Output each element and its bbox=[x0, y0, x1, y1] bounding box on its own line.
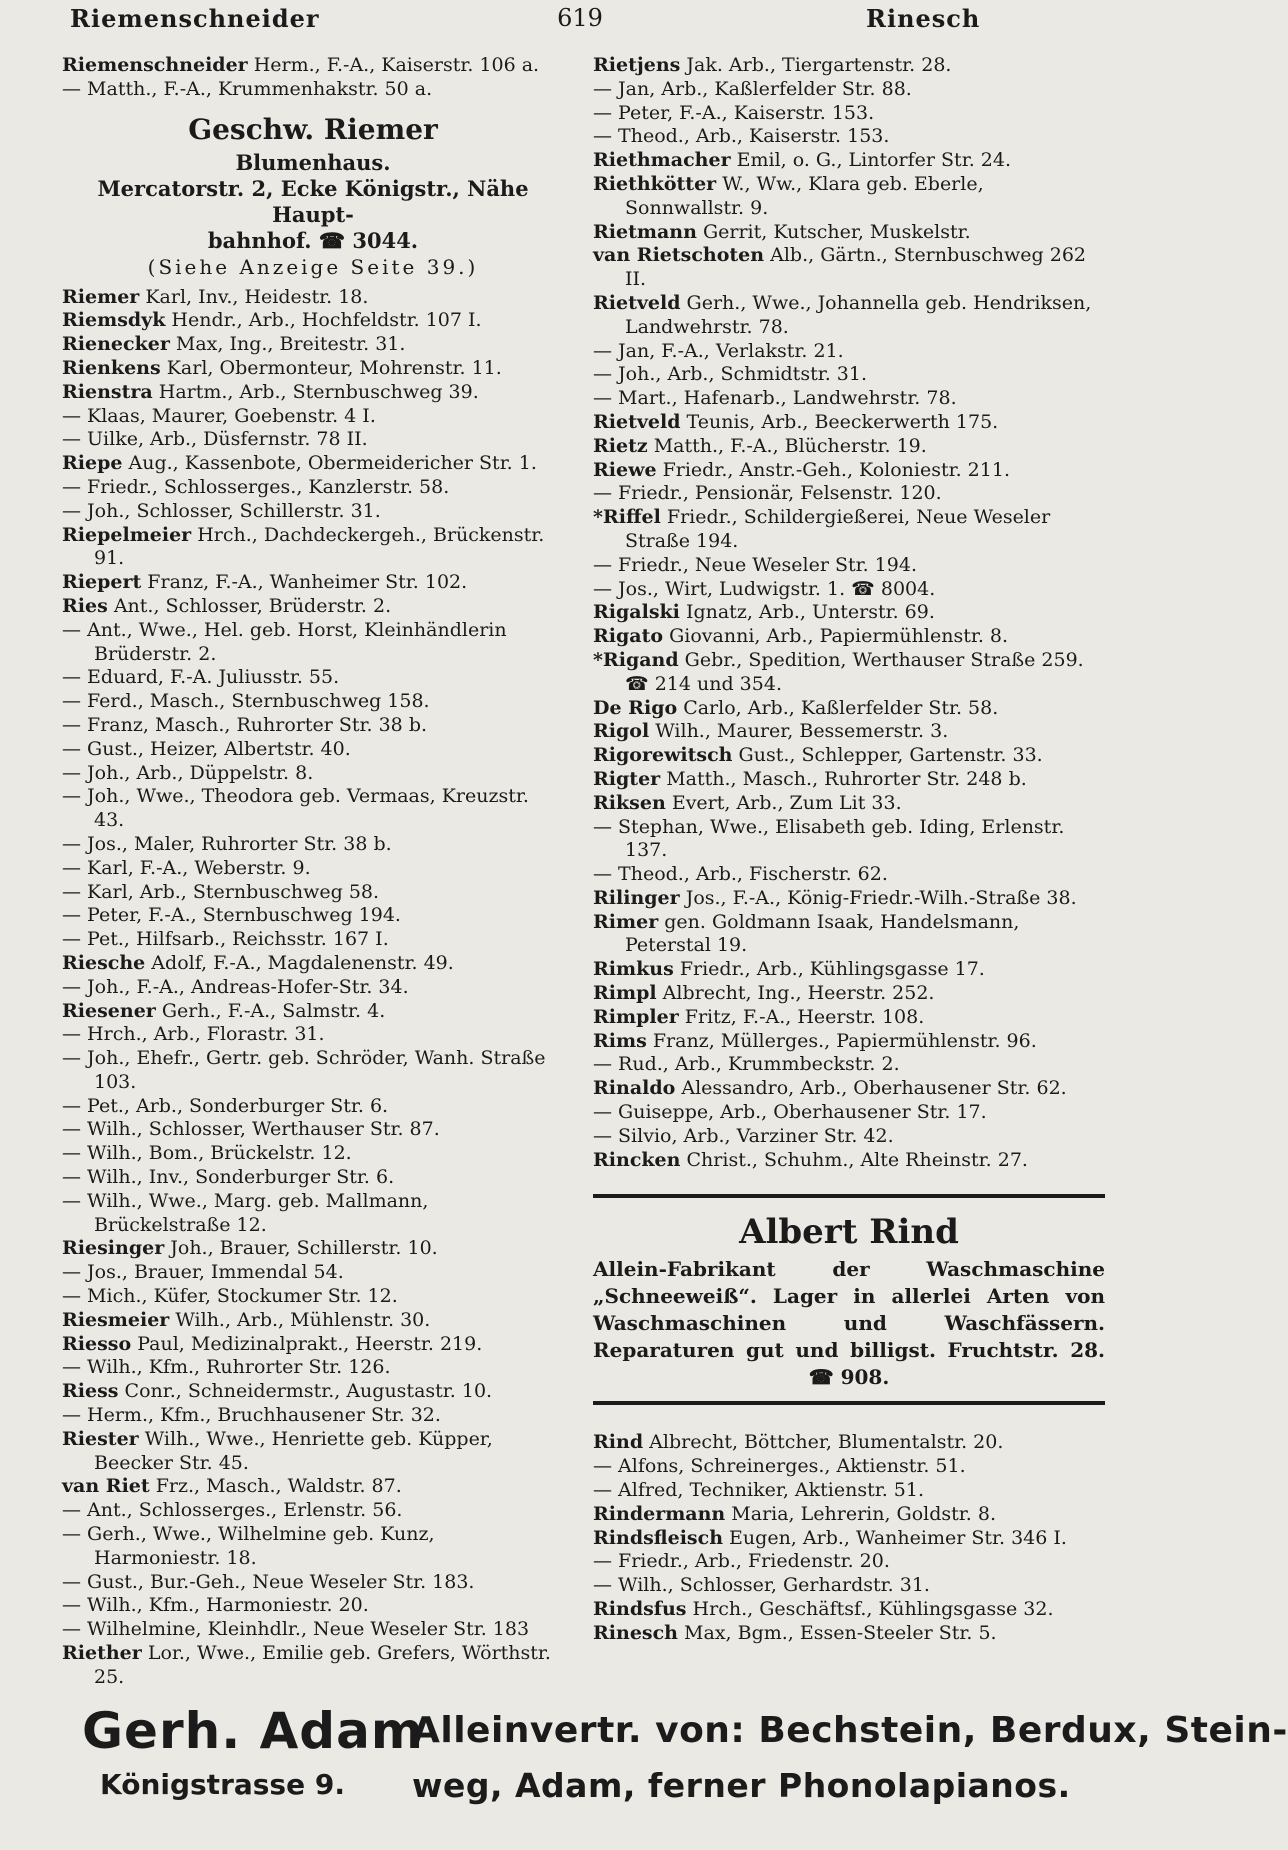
directory-entry bbox=[62, 595, 564, 619]
entry-surname: Rindsfleisch bbox=[593, 1526, 724, 1549]
entry-surname: Riepelmeier bbox=[62, 523, 192, 546]
entry-details: — Friedr., Pensionär, Felsenstr. 120. bbox=[593, 482, 942, 505]
directory-entry bbox=[62, 904, 564, 928]
header-left-keyword: Riemenschneider bbox=[70, 4, 320, 33]
directory-entry bbox=[593, 1622, 1105, 1646]
directory-entry bbox=[593, 958, 1105, 982]
entry-surname: Riesener bbox=[62, 999, 156, 1022]
directory-entry bbox=[593, 554, 1105, 578]
directory-entry bbox=[62, 405, 564, 429]
entry-details: Hrch., Geschäftsf., Kühlingsgasse 32. bbox=[686, 1598, 1054, 1621]
entry-details: Joh., Brauer, Schillerstr. 10. bbox=[164, 1237, 438, 1260]
entry-details: Maria, Lehrerin, Goldstr. 8. bbox=[725, 1502, 996, 1525]
directory-entry bbox=[62, 1475, 564, 1499]
entry-surname: Riewe bbox=[593, 458, 657, 481]
entry-details: — Friedr., Schlosserges., Kanzlerstr. 58. bbox=[62, 475, 450, 498]
entry-surname: Rindsfus bbox=[593, 1598, 687, 1621]
entry-details: Franz, Müllerges., Papiermühlenstr. 96. bbox=[646, 1029, 1037, 1052]
directory-entry bbox=[62, 714, 564, 738]
entry-surname: Rind bbox=[593, 1431, 644, 1454]
entry-details: Emil, o. G., Lintorfer Str. 24. bbox=[730, 149, 1011, 172]
entry-details: — Wilh., Inv., Sonderburger Str. 6. bbox=[62, 1166, 395, 1189]
directory-entry bbox=[62, 1523, 564, 1571]
entry-details: — Matth., F.-A., Krummenhakstr. 50 a. bbox=[62, 77, 433, 100]
entry-details: Conr., Schneidermstr., Augustastr. 10. bbox=[118, 1380, 493, 1403]
entry-surname: Rietveld bbox=[593, 410, 681, 433]
entry-surname: Riesmeier bbox=[62, 1308, 170, 1331]
entry-details: — Wilh., Kfm., Harmoniestr. 20. bbox=[62, 1594, 369, 1617]
entry-details: Friedr., Anstr.-Geh., Koloniestr. 211. bbox=[656, 458, 1010, 481]
directory-entry bbox=[62, 286, 564, 310]
entry-details: Giovanni, Arb., Papiermühlenstr. 8. bbox=[663, 625, 1009, 648]
entry-surname: Riess bbox=[62, 1380, 119, 1403]
directory-entry bbox=[62, 1000, 564, 1024]
entry-details: Lor., Wwe., Emilie geb. Grefers, Wörthstr. 25. bbox=[94, 1642, 551, 1688]
directory-entry bbox=[62, 762, 564, 786]
entry-surname: Riester bbox=[62, 1427, 139, 1450]
entry-details: — Peter, F.-A., Sternbuschweg 194. bbox=[62, 904, 401, 927]
entry-details: Gerh., Wwe., Johannella geb. Hendriksen, Landwehrstr. 78. bbox=[625, 291, 1092, 338]
entry-details: Albrecht, Böttcher, Blumentalstr. 20. bbox=[643, 1431, 1004, 1454]
entry-details: — Wilhelmine, Kleinhdlr., Neue Weseler Str. 183 bbox=[62, 1618, 530, 1641]
right-column bbox=[593, 54, 1105, 1646]
entry-surname: Rinaldo bbox=[593, 1077, 676, 1100]
entry-surname: Riethmacher bbox=[593, 149, 731, 172]
entry-details: Eugen, Arb., Wanheimer Str. 346 I. bbox=[723, 1526, 1067, 1549]
directory-entry bbox=[593, 816, 1105, 864]
directory-entry bbox=[62, 381, 564, 405]
directory-entry bbox=[62, 952, 564, 976]
directory-entry bbox=[62, 619, 564, 667]
directory-entry bbox=[62, 54, 564, 78]
entry-surname: Rimer bbox=[593, 910, 659, 933]
directory-entry bbox=[593, 720, 1105, 744]
entry-details: — Joh., Arb., Düppelstr. 8. bbox=[62, 761, 314, 784]
entry-surname: Rietmann bbox=[593, 220, 697, 243]
entry-details: Teunis, Arb., Beeckerwerth 175. bbox=[680, 410, 999, 433]
entry-details: — Stephan, Wwe., Elisabeth geb. Iding, Erlenstr. 137. bbox=[593, 815, 1065, 862]
entry-details: — Alfons, Schreinerges., Aktienstr. 51. bbox=[593, 1455, 966, 1478]
entry-details: Karl, Obermonteur, Mohrenstr. 11. bbox=[160, 356, 502, 379]
entry-details: Matth., F.-A., Blücherstr. 19. bbox=[647, 434, 927, 457]
entry-details: — Friedr., Arb., Friedenstr. 20. bbox=[593, 1550, 890, 1573]
entry-details: Gerrit, Kutscher, Muskelstr. bbox=[696, 220, 971, 243]
entry-details: Franz, F.-A., Wanheimer Str. 102. bbox=[141, 571, 468, 594]
entry-surname: Riesso bbox=[62, 1332, 132, 1355]
entry-details: Alb., Gärtn., Sternbuschweg 262 II. bbox=[625, 244, 1087, 291]
directory-entry bbox=[593, 173, 1105, 221]
directory-entry bbox=[62, 1047, 564, 1095]
directory-entry bbox=[62, 1594, 564, 1618]
entry-details: Frz., Masch., Waldstr. 87. bbox=[149, 1475, 402, 1498]
directory-entry bbox=[593, 625, 1105, 649]
directory-entry bbox=[593, 911, 1105, 959]
entry-details: — Ferd., Masch., Sternbuschweg 158. bbox=[62, 690, 430, 713]
entry-details: Gust., Schlepper, Gartenstr. 33. bbox=[732, 744, 1043, 767]
entry-details: — Jan, Arb., Kaßlerfelder Str. 88. bbox=[593, 77, 912, 100]
entry-details: — Karl, F.-A., Weberstr. 9. bbox=[62, 856, 311, 879]
directory-entry bbox=[62, 1095, 564, 1119]
directory-entry bbox=[62, 690, 564, 714]
entry-details: — Joh., Wwe., Theodora geb. Vermaas, Kreuzstr. 43. bbox=[62, 785, 529, 832]
entry-surname: Rigato bbox=[593, 625, 664, 648]
entry-surname: Rietjens bbox=[593, 54, 681, 76]
directory-entry bbox=[62, 1261, 564, 1285]
directory-entry bbox=[593, 340, 1105, 364]
directory-entry bbox=[62, 1618, 564, 1642]
entry-surname: Riepert bbox=[62, 571, 142, 594]
header-right-keyword: Rinesch bbox=[866, 4, 981, 33]
entry-surname: Rimpler bbox=[593, 1005, 679, 1028]
entry-details: — Gust., Bur.-Geh., Neue Weseler Str. 183. bbox=[62, 1570, 475, 1593]
directory-entry bbox=[593, 1479, 1105, 1503]
entry-surname: Rienecker bbox=[62, 333, 170, 356]
entry-details: — Mich., Küfer, Stockumer Str. 12. bbox=[62, 1285, 398, 1308]
entry-surname: Rinesch bbox=[593, 1621, 678, 1644]
entry-details: Herm., F.-A., Kaiserstr. 106 a. bbox=[247, 54, 540, 76]
directory-entry bbox=[62, 476, 564, 500]
directory-entry bbox=[593, 1598, 1105, 1622]
divider bbox=[593, 1194, 1105, 1198]
entry-surname: Rietz bbox=[593, 434, 648, 457]
directory-entry bbox=[593, 506, 1105, 554]
directory-entry bbox=[593, 1077, 1105, 1101]
directory-entry bbox=[593, 244, 1105, 292]
entry-details: gen. Goldmann Isaak, Handelsmann, Peterstal 19. bbox=[625, 910, 1020, 957]
directory-entry bbox=[62, 1571, 564, 1595]
entry-details: Wilh., Arb., Mühlenstr. 30. bbox=[169, 1308, 431, 1331]
entry-surname: van Rietschoten bbox=[593, 244, 765, 267]
directory-entry bbox=[593, 1431, 1105, 1455]
entry-details: — Uilke, Arb., Düsfernstr. 78 II. bbox=[62, 428, 368, 451]
entry-surname: Rigter bbox=[593, 767, 661, 790]
directory-entry bbox=[593, 1503, 1105, 1527]
entry-details: Max, Ing., Breitestr. 31. bbox=[169, 333, 406, 356]
directory-entry bbox=[593, 887, 1105, 911]
directory-entry bbox=[593, 363, 1105, 387]
entry-details: — Wilh., Schlosser, Gerhardstr. 31. bbox=[593, 1574, 930, 1597]
directory-entry bbox=[62, 666, 564, 690]
entry-details: — Pet., Arb., Sonderburger Str. 6. bbox=[62, 1094, 389, 1117]
directory-entry bbox=[593, 1053, 1105, 1077]
directory-entry bbox=[593, 578, 1105, 602]
directory-entry bbox=[593, 1101, 1105, 1125]
directory-entry bbox=[593, 1149, 1105, 1173]
ad-address-line-1: Mercatorstr. 2, Ecke Königstr., Nähe Haupt- bbox=[97, 175, 529, 227]
directory-entry bbox=[62, 1142, 564, 1166]
directory-entry bbox=[62, 976, 564, 1000]
directory-entry bbox=[62, 1190, 564, 1238]
entry-details: — Rud., Arb., Krummbeckstr. 2. bbox=[593, 1053, 900, 1076]
directory-entry bbox=[62, 833, 564, 857]
ad-text-line-1: Alleinvertr. von: Bechstein, Berdux, Stein- bbox=[412, 1710, 1288, 1751]
directory-entry bbox=[593, 1455, 1105, 1479]
directory-entry bbox=[593, 1030, 1105, 1054]
entry-details: — Wilh., Wwe., Marg. geb. Mallmann, Brückelstraße 12. bbox=[62, 1189, 429, 1236]
entry-details: Hrch., Dachdeckergeh., Brückenstr. 91. bbox=[94, 523, 545, 570]
directory-entry bbox=[62, 738, 564, 762]
directory-entry bbox=[593, 1006, 1105, 1030]
left-column bbox=[62, 54, 564, 1690]
entry-details: — Ant., Schlosserges., Erlenstr. 56. bbox=[62, 1499, 403, 1522]
entry-details: W., Ww., Klara geb. Eberle, Sonnwallstr. 9. bbox=[625, 172, 984, 219]
directory-entry bbox=[593, 149, 1105, 173]
directory-entry bbox=[593, 411, 1105, 435]
entry-details: — Joh., Schlosser, Schillerstr. 31. bbox=[62, 499, 381, 522]
divider bbox=[593, 1401, 1105, 1405]
entry-details: — Wilh., Kfm., Ruhrorter Str. 126. bbox=[62, 1356, 391, 1379]
directory-entry bbox=[593, 387, 1105, 411]
directory-entry bbox=[62, 1333, 564, 1357]
entry-details: — Theod., Arb., Fischerstr. 62. bbox=[593, 863, 888, 886]
page-number: 619 bbox=[557, 4, 603, 32]
directory-entry bbox=[62, 1356, 564, 1380]
directory-entry bbox=[593, 54, 1105, 78]
entry-details: — Pet., Hilfsarb., Reichsstr. 167 I. bbox=[62, 928, 389, 951]
ad-reference: (Siehe Anzeige Seite 39.) bbox=[147, 254, 479, 279]
entry-details: — Klaas, Maurer, Goebenstr. 4 I. bbox=[62, 404, 376, 427]
entry-details: Carlo, Arb., Kaßlerfelder Str. 58. bbox=[677, 696, 999, 719]
entry-surname: Riesche bbox=[62, 951, 146, 974]
entry-details: Jos., F.-A., König-Friedr.-Wilh.-Straße 38. bbox=[679, 886, 1077, 909]
entry-details: — Jos., Wirt, Ludwigstr. 1. ☎ 8004. bbox=[593, 577, 936, 600]
entry-surname: Rigol bbox=[593, 720, 650, 743]
directory-entry bbox=[62, 1237, 564, 1261]
ad-title: Geschw. Riemer bbox=[188, 112, 438, 146]
ad-body: Allein-Fabrikant der Waschmaschine „Schneeweiß“. Lager in allerlei Arten von Waschmaschinen und Waschfässern. Reparaturen gut und billigst. Fruchtstr. 28. ☎ 908. bbox=[593, 1257, 1105, 1390]
entry-details: — Karl, Arb., Sternbuschweg 58. bbox=[62, 880, 380, 903]
entry-surname: Riemer bbox=[62, 285, 140, 308]
directory-entry bbox=[593, 1527, 1105, 1551]
entry-surname: Riepe bbox=[62, 452, 123, 475]
entry-details: — Wilh., Bom., Brückelstr. 12. bbox=[62, 1142, 352, 1165]
entry-details: — Eduard, F.-A. Juliusstr. 55. bbox=[62, 666, 340, 689]
entry-details: Alessandro, Arb., Oberhausener Str. 62. bbox=[675, 1077, 1067, 1100]
directory-entry bbox=[593, 78, 1105, 102]
directory-entry bbox=[593, 649, 1105, 697]
directory-entry bbox=[593, 1125, 1105, 1149]
entry-details: — Mart., Hafenarb., Landwehrstr. 78. bbox=[593, 387, 957, 410]
entry-details: — Jan, F.-A., Verlakstr. 21. bbox=[593, 339, 844, 362]
entry-details: — Joh., Arb., Schmidtstr. 31. bbox=[593, 363, 867, 386]
entry-details: Karl, Inv., Heidestr. 18. bbox=[139, 285, 369, 308]
entry-details: Ant., Schlosser, Brüderstr. 2. bbox=[107, 594, 392, 617]
entry-surname: Riesinger bbox=[62, 1237, 165, 1260]
entry-surname: van Riet bbox=[62, 1475, 150, 1498]
directory-entry bbox=[62, 1499, 564, 1523]
directory-entry bbox=[593, 459, 1105, 483]
entry-details: Christ., Schuhm., Alte Rheinstr. 27. bbox=[680, 1148, 1028, 1171]
directory-entry bbox=[62, 1404, 564, 1428]
directory-entry bbox=[593, 435, 1105, 459]
directory-entry bbox=[593, 292, 1105, 340]
ad-subtitle: Blumenhaus. bbox=[235, 149, 391, 175]
directory-entry bbox=[593, 863, 1105, 887]
directory-entry bbox=[593, 601, 1105, 625]
directory-entry bbox=[62, 357, 564, 381]
directory-entry bbox=[593, 1550, 1105, 1574]
directory-entry bbox=[593, 125, 1105, 149]
entry-details: — Gust., Heizer, Albertstr. 40. bbox=[62, 737, 351, 760]
entry-details: — Joh., F.-A., Andreas-Hofer-Str. 34. bbox=[62, 975, 409, 998]
directory-entry bbox=[593, 221, 1105, 245]
ad-company-name: Gerh. Adam bbox=[82, 1702, 424, 1760]
entry-details: Hartm., Arb., Sternbuschweg 39. bbox=[152, 380, 479, 403]
directory-entry bbox=[62, 1380, 564, 1404]
ad-text-line-2: weg, Adam, ferner Phonolapianos. bbox=[412, 1766, 1071, 1805]
entry-surname: Ries bbox=[62, 594, 108, 617]
directory-entry bbox=[593, 482, 1105, 506]
entry-details: — Franz, Masch., Ruhrorter Str. 38 b. bbox=[62, 713, 428, 736]
bottom-advertisement bbox=[0, 1696, 1288, 1826]
entry-details: — Joh., Ehefr., Gertr. geb. Schröder, Wanh. Straße 103. bbox=[62, 1047, 546, 1093]
entry-surname: *Rigand bbox=[593, 648, 679, 671]
entry-details: — Ant., Wwe., Hel. geb. Horst, Kleinhändlerin Brüderstr. 2. bbox=[62, 618, 507, 665]
directory-entry bbox=[62, 309, 564, 333]
directory-entry bbox=[62, 1642, 564, 1690]
directory-entry bbox=[62, 1309, 564, 1333]
entry-surname: Rietveld bbox=[593, 291, 681, 314]
entry-surname: Rimpl bbox=[593, 982, 657, 1005]
entry-details: — Guiseppe, Arb., Oberhausener Str. 17. bbox=[593, 1101, 987, 1124]
entry-surname: Riksen bbox=[593, 791, 666, 814]
directory-entry bbox=[593, 982, 1105, 1006]
directory-entry bbox=[62, 78, 564, 102]
entry-details: Matth., Masch., Ruhrorter Str. 248 b. bbox=[660, 767, 1027, 790]
entry-surname: Rienstra bbox=[62, 380, 153, 403]
entry-details: Gebr., Spedition, Werthauser Straße 259. ☎ 214 und 354. bbox=[625, 648, 1084, 695]
entry-details: — Theod., Arb., Kaiserstr. 153. bbox=[593, 125, 890, 148]
entry-surname: Rilinger bbox=[593, 886, 680, 909]
directory-entry bbox=[593, 792, 1105, 816]
directory-entry bbox=[593, 744, 1105, 768]
entry-surname: *Riffel bbox=[593, 506, 661, 529]
ad-address-line-2: bahnhof. ☎ 3044. bbox=[207, 227, 419, 253]
entry-surname: Rims bbox=[593, 1029, 647, 1052]
directory-entry bbox=[62, 785, 564, 833]
directory-entry bbox=[62, 1166, 564, 1190]
directory-entry bbox=[593, 1574, 1105, 1598]
entry-details: — Wilh., Schlosser, Werthauser Str. 87. bbox=[62, 1118, 440, 1141]
entry-details: — Jos., Maler, Ruhrorter Str. 38 b. bbox=[62, 832, 392, 855]
entry-details: Hendr., Arb., Hochfeldstr. 107 I. bbox=[165, 309, 482, 332]
entry-surname: Riemsdyk bbox=[62, 309, 166, 332]
entry-details: — Hrch., Arb., Florastr. 31. bbox=[62, 1023, 325, 1046]
inline-advertisement bbox=[62, 110, 564, 280]
entry-details: Gerh., F.-A., Salmstr. 4. bbox=[155, 999, 386, 1022]
entry-details: Fritz, F.-A., Heerstr. 108. bbox=[678, 1005, 925, 1028]
directory-entry bbox=[62, 428, 564, 452]
directory-entry bbox=[62, 928, 564, 952]
entry-details: Adolf, F.-A., Magdalenenstr. 49. bbox=[145, 951, 454, 974]
entry-details: — Gerh., Wwe., Wilhelmine geb. Kunz, Harmoniestr. 18. bbox=[62, 1523, 435, 1569]
entry-details: Albrecht, Ing., Heerstr. 252. bbox=[656, 982, 935, 1005]
entry-details: — Peter, F.-A., Kaiserstr. 153. bbox=[593, 101, 875, 124]
entry-details: Wilh., Wwe., Henriette geb. Küpper, Beecker Str. 45. bbox=[94, 1427, 493, 1474]
entry-details: Friedr., Schildergießerei, Neue Weseler Straße 194. bbox=[625, 506, 1051, 552]
entry-surname: Rigalski bbox=[593, 601, 680, 624]
entry-details: — Silvio, Arb., Varziner Str. 42. bbox=[593, 1124, 894, 1147]
directory-entry bbox=[62, 333, 564, 357]
directory-entry bbox=[62, 1428, 564, 1476]
entry-details: Evert, Arb., Zum Lit 33. bbox=[665, 791, 902, 814]
directory-entry bbox=[62, 881, 564, 905]
entry-surname: Rincken bbox=[593, 1148, 681, 1171]
entry-details: — Herm., Kfm., Bruchhausener Str. 32. bbox=[62, 1404, 441, 1427]
directory-entry bbox=[62, 1118, 564, 1142]
entry-details: — Jos., Brauer, Immendal 54. bbox=[62, 1261, 344, 1284]
entry-surname: Rimkus bbox=[593, 958, 674, 981]
directory-entry bbox=[62, 571, 564, 595]
directory-entry bbox=[62, 1023, 564, 1047]
directory-entry bbox=[62, 452, 564, 476]
entry-surname: Rindermann bbox=[593, 1502, 726, 1525]
entry-surname: Rigorewitsch bbox=[593, 744, 733, 767]
entry-details: Paul, Medizinalprakt., Heerstr. 219. bbox=[131, 1332, 483, 1355]
boxed-advertisement bbox=[593, 1208, 1105, 1391]
entry-details: Aug., Kassenbote, Obermeidericher Str. 1. bbox=[122, 452, 537, 475]
directory-entry bbox=[593, 697, 1105, 721]
entry-surname: Riether bbox=[62, 1642, 142, 1665]
directory-entry bbox=[593, 768, 1105, 792]
directory-entry bbox=[62, 1285, 564, 1309]
directory-entry bbox=[62, 857, 564, 881]
directory-entry bbox=[62, 500, 564, 524]
entry-surname: Riethkötter bbox=[593, 172, 717, 195]
entry-surname: De Rigo bbox=[593, 696, 678, 719]
directory-entry bbox=[593, 102, 1105, 126]
entry-details: — Friedr., Neue Weseler Str. 194. bbox=[593, 553, 917, 576]
entry-details: Wilh., Maurer, Bessemerstr. 3. bbox=[649, 720, 949, 743]
entry-surname: Rienkens bbox=[62, 356, 161, 379]
entry-details: Friedr., Arb., Kühlingsgasse 17. bbox=[673, 958, 985, 981]
directory-entry bbox=[62, 524, 564, 572]
entry-details: — Alfred, Techniker, Aktienstr. 51. bbox=[593, 1479, 925, 1502]
ad-title: Albert Rind bbox=[739, 1212, 959, 1253]
entry-surname: Riemenschneider bbox=[62, 54, 248, 76]
entry-details: Jak. Arb., Tiergartenstr. 28. bbox=[680, 54, 952, 76]
ad-company-street: Königstrasse 9. bbox=[100, 1768, 345, 1801]
entry-details: Max, Bgm., Essen-Steeler Str. 5. bbox=[678, 1621, 997, 1644]
entry-details: Ignatz, Arb., Unterstr. 69. bbox=[679, 601, 935, 624]
